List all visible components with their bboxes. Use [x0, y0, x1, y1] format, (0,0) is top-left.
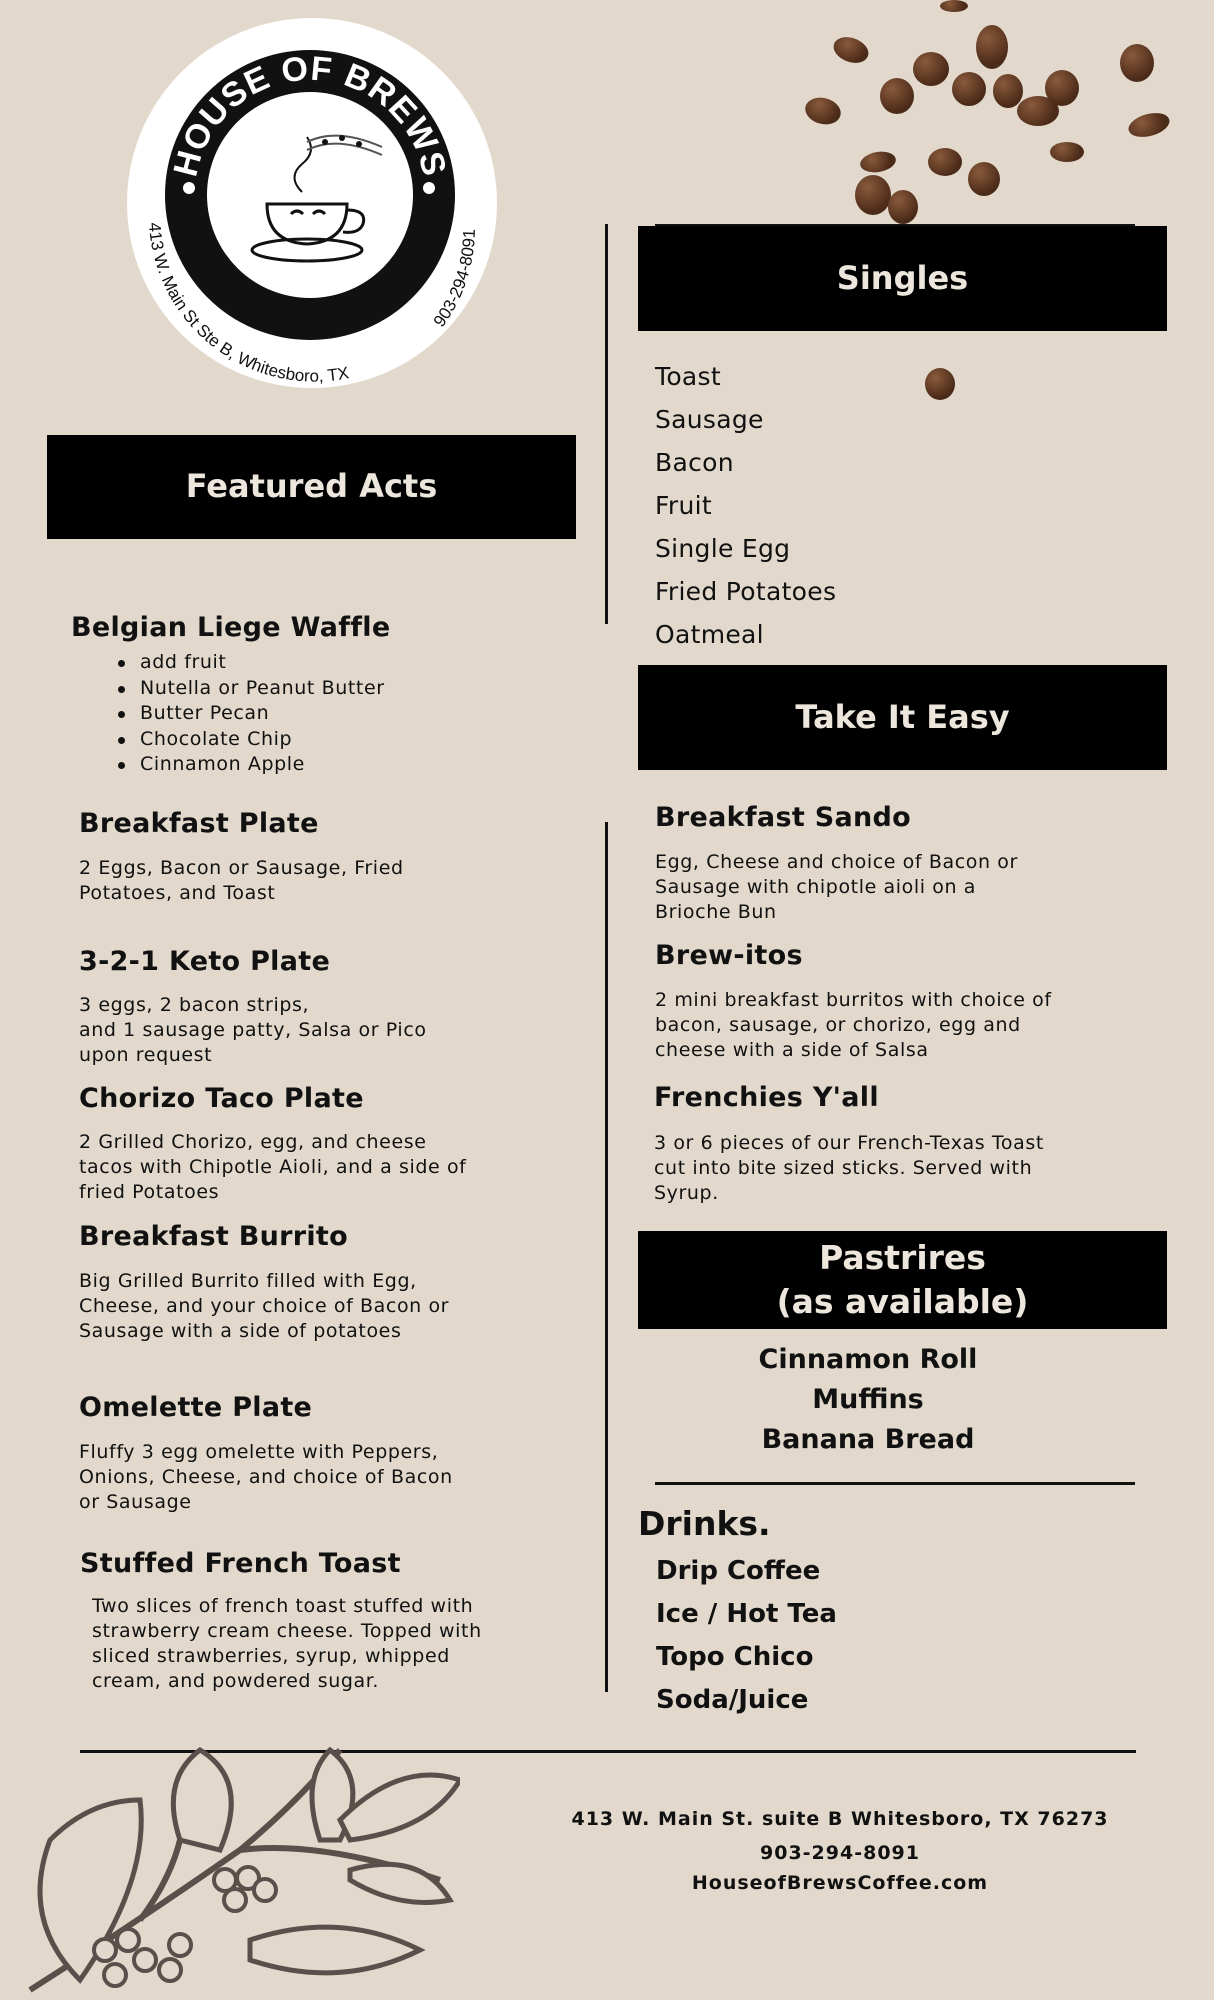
waffle-options-list — [115, 650, 385, 778]
menu-item-desc: Two slices of french toast stuffed with strawberry cream cheese. Topped with sliced strawberries, syrup, whipped cream, and powdered sugar. — [92, 1595, 482, 1692]
drinks-heading: Drinks. — [638, 1504, 771, 1543]
menu-item-title: Stuffed French Toast — [80, 1548, 401, 1579]
waffle-option: Butter Pecan — [115, 701, 385, 727]
singles-item: Fried Potatoes — [655, 577, 837, 606]
menu-item-desc: 2 Grilled Chorizo, egg, and cheese tacos with Chipotle Aioli, and a side of fried Potatoes — [79, 1131, 467, 1203]
menu-item-desc: 2 Eggs, Bacon or Sausage, Fried Potatoes, and Toast — [79, 857, 404, 904]
drink-item: Drip Coffee — [656, 1556, 821, 1586]
svg-text:903-294-8091 — [430, 229, 479, 331]
menu-item-title: Breakfast Plate — [79, 808, 319, 839]
waffle-option: Nutella or Peanut Butter — [115, 676, 385, 702]
take-it-easy-heading: Take It Easy — [638, 665, 1167, 770]
menu-item-desc: Egg, Cheese and choice of Bacon or Sausage with chipotle aioli on a Brioche Bun — [655, 851, 1018, 923]
drinks-list — [656, 1550, 837, 1722]
drink-item: Topo Chico — [656, 1642, 814, 1672]
menu-item-desc: Big Grilled Burrito filled with Egg, Cheese, and your choice of Bacon or Sausage with a side of potatoes — [79, 1270, 450, 1342]
pastries-list — [638, 1340, 1098, 1460]
menu-item-title: Omelette Plate — [79, 1392, 313, 1423]
house-of-brews-logo — [127, 18, 497, 388]
footer-contact — [560, 1804, 1120, 1898]
singles-item: Oatmeal — [655, 620, 764, 649]
logo-phone: 903-294-8091 — [429, 228, 479, 331]
pastries-heading-line1: Pastrires — [819, 1238, 986, 1277]
menu-item-desc: 3 or 6 pieces of our French-Texas Toast cut into bite sized sticks. Served with Syrup. — [654, 1132, 1044, 1204]
pastry-item: Banana Bread — [761, 1424, 975, 1455]
column-divider — [605, 224, 608, 624]
waffle-option: Cinnamon Apple — [115, 752, 385, 778]
singles-item: Single Egg — [655, 534, 791, 563]
menu-item-desc: 3 eggs, 2 bacon strips, and 1 sausage patty, Salsa or Pico upon request — [79, 994, 427, 1066]
menu-item-title: Breakfast Burrito — [79, 1221, 348, 1252]
menu-item-desc: Fluffy 3 egg omelette with Peppers, Onions, Cheese, and choice of Bacon or Sausage — [79, 1441, 453, 1513]
menu-item-title: Frenchies Y'all — [654, 1082, 879, 1113]
menu-item-desc: 2 mini breakfast burritos with choice of bacon, sausage, or chorizo, egg and cheese with a side of Salsa — [655, 989, 1052, 1061]
svg-text:413 W. Main St Ste B, Whitesbo — [145, 222, 350, 386]
waffle-title: Belgian Liege Waffle — [71, 612, 391, 643]
menu-item-title: Chorizo Taco Plate — [79, 1083, 364, 1114]
logo-name: HOUSE OF BREWS — [166, 50, 454, 181]
footer-phone: 903-294-8091 — [760, 1842, 920, 1864]
singles-item: Toast — [655, 362, 721, 391]
footer-website-link[interactable]: HouseofBrewsCoffee.com — [691, 1872, 989, 1894]
logo-address: 413 W. Main St Ste B, Whitesboro, TX — [144, 221, 351, 386]
singles-heading: Singles — [638, 226, 1167, 331]
drink-item: Soda/Juice — [656, 1685, 809, 1715]
footer-address: 413 W. Main St. suite B Whitesboro, TX 76273 — [571, 1808, 1109, 1830]
menu-item-title: Breakfast Sando — [655, 802, 911, 833]
pastries-heading — [638, 1231, 1167, 1329]
pastries-heading-line2: (as available) — [776, 1282, 1029, 1321]
waffle-option: add fruit — [115, 650, 385, 676]
singles-item: Fruit — [655, 491, 712, 520]
divider-line — [655, 1482, 1135, 1485]
featured-acts-heading: Featured Acts — [47, 435, 576, 539]
pastry-item: Muffins — [812, 1384, 924, 1415]
singles-item: Sausage — [655, 405, 764, 434]
menu-item-title: Brew-itos — [655, 940, 803, 971]
pastry-item: Cinnamon Roll — [758, 1344, 978, 1375]
column-divider — [605, 822, 608, 1692]
menu-item-title: 3-2-1 Keto Plate — [79, 946, 331, 977]
waffle-option: Chocolate Chip — [115, 727, 385, 753]
singles-item: Bacon — [655, 448, 734, 477]
singles-list — [655, 355, 836, 656]
drink-item: Ice / Hot Tea — [656, 1599, 837, 1629]
coffee-plant-illustration — [20, 1740, 460, 2000]
